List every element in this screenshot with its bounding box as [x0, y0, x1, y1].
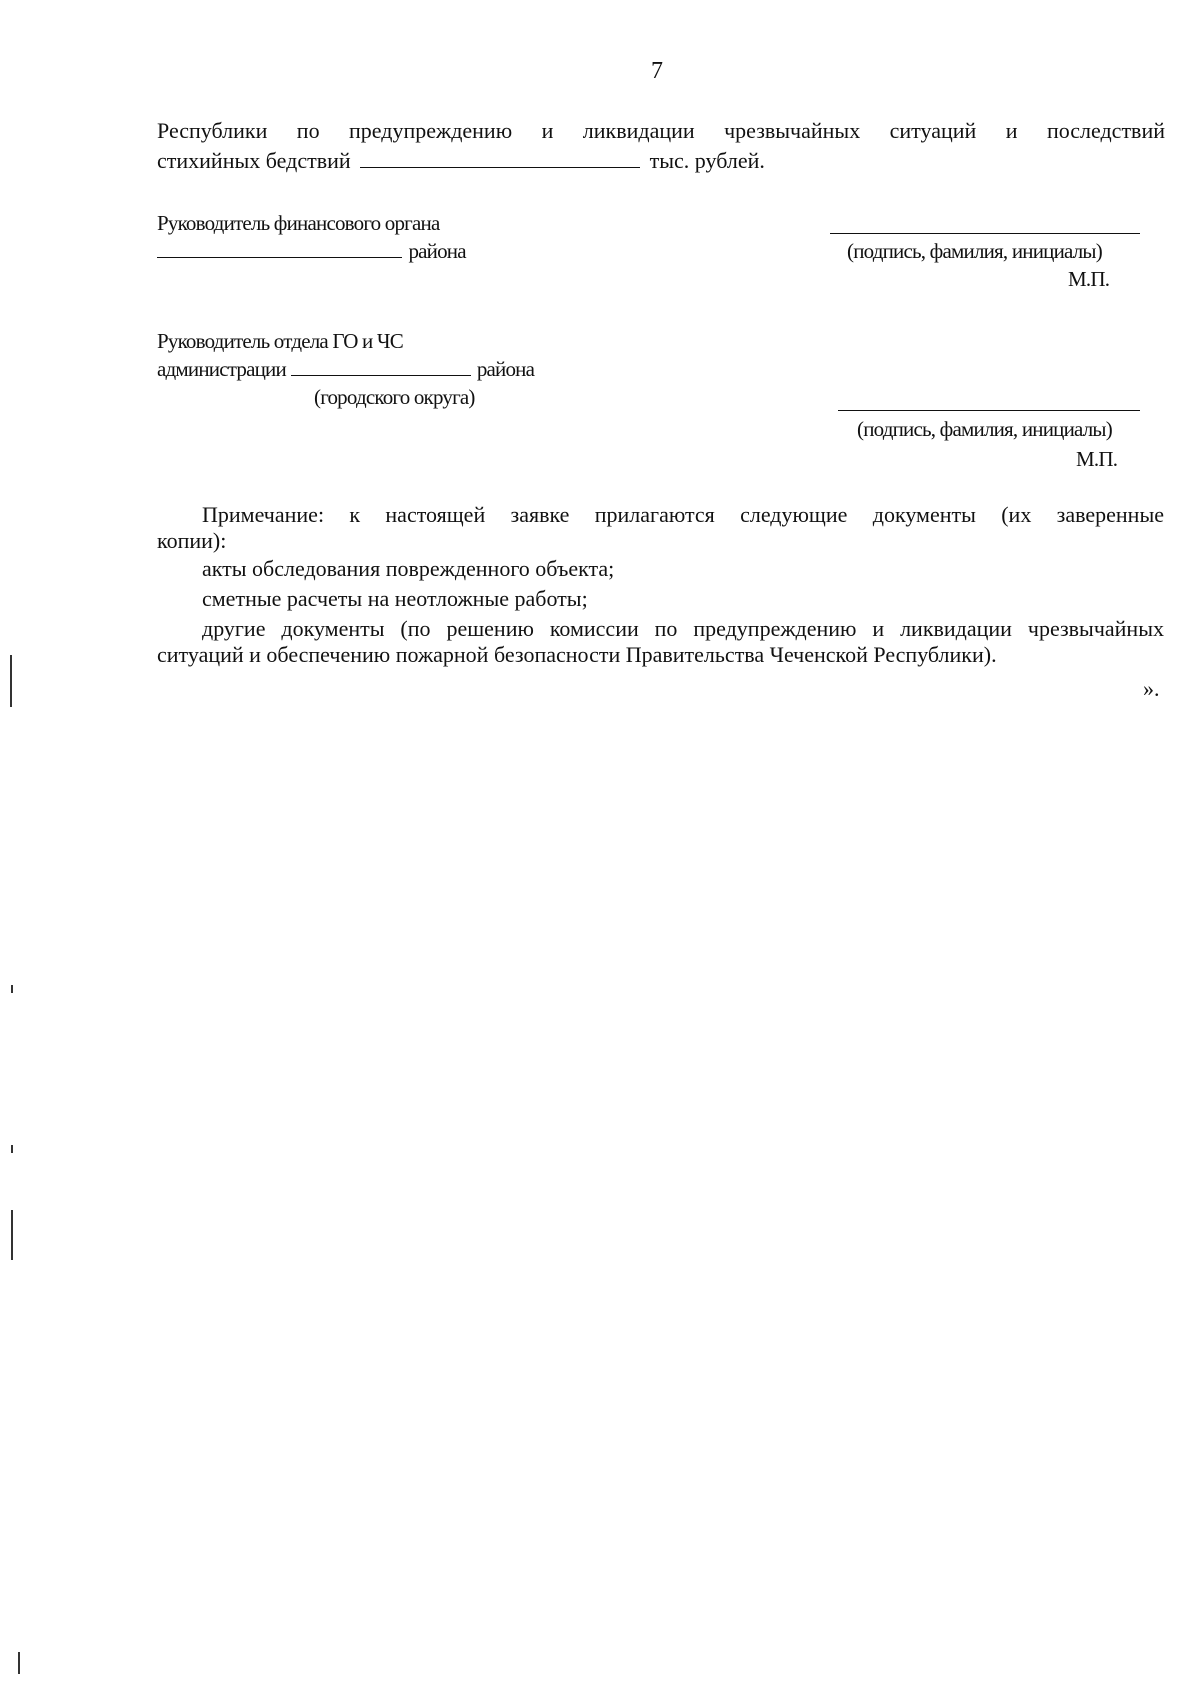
page-number: 7	[651, 58, 663, 84]
intro-line-2	[157, 148, 765, 174]
finance-district-blank	[157, 239, 402, 258]
finance-district-line	[157, 238, 466, 264]
intro-line-1: Республики по предупреждению и ликвидации чрезвычайных ситуаций и последствий	[157, 118, 1165, 143]
scan-mark	[18, 1652, 20, 1674]
note-line-1: Примечание: к настоящей заявке прилагаются следующие документы (их заверенные	[202, 502, 1164, 527]
finance-signature-caption: (подпись, фамилия, инициалы)	[847, 239, 1102, 263]
amount-blank-line	[360, 149, 640, 168]
go-admin-prefix: администрации	[157, 357, 286, 381]
finance-district-suffix: района	[408, 239, 466, 263]
go-head-title: Руководитель отдела ГО и ЧС	[157, 329, 403, 353]
scan-mark	[10, 655, 12, 707]
go-signature-caption: (подпись, фамилия, инициалы)	[857, 417, 1112, 441]
go-admin-line	[157, 356, 534, 382]
intro-line-2-suffix: тыс. рублей.	[649, 148, 765, 173]
note-item-3-line-2: ситуаций и обеспечению пожарной безопасности Правительства Чеченской Республики).	[157, 642, 997, 667]
scan-mark	[11, 985, 13, 993]
note-line-1-cont: копии):	[157, 528, 227, 553]
go-stamp: М.П.	[1076, 447, 1118, 471]
note-item-2: сметные расчеты на неотложные работы;	[202, 586, 588, 611]
go-signature-line	[838, 410, 1140, 411]
closing-quote: ».	[1143, 676, 1160, 701]
scan-mark	[11, 1145, 13, 1153]
go-district-suffix: района	[476, 357, 535, 381]
finance-signature-line	[830, 233, 1140, 234]
note-item-3-line-1: другие документы (по решению комиссии по предупреждению и ликвидации чрезвычайных	[202, 616, 1164, 641]
note-item-1: акты обследования поврежденного объекта;	[202, 556, 615, 581]
finance-head-title: Руководитель финансового органа	[157, 211, 440, 235]
go-district-blank	[291, 357, 471, 376]
intro-line-2-prefix: стихийных бедствий	[157, 148, 351, 173]
finance-stamp: М.П.	[1068, 267, 1110, 291]
go-district-caption: (городского округа)	[314, 385, 475, 409]
scan-mark	[11, 1210, 13, 1260]
